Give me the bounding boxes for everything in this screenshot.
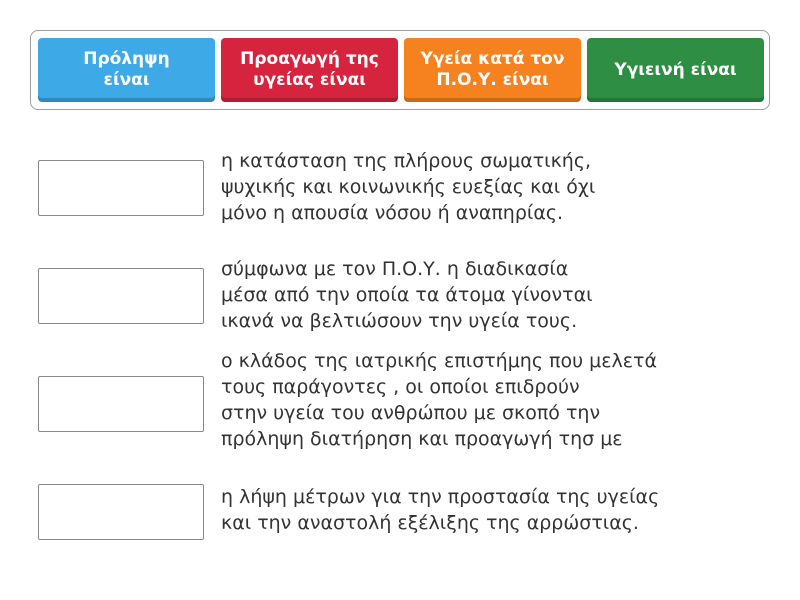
drop-slot-3[interactable] (38, 376, 204, 432)
drop-slot-1[interactable] (38, 160, 204, 216)
definition-text-4: η λήψη μέτρων για την προστασία της υγείας και την αναστολή εξέλιξης της αρρώστιας. (221, 486, 660, 534)
answer-tile-hygiene[interactable]: Υγιεινή είναι (587, 38, 764, 102)
answer-tile-health-who[interactable]: Υγεία κατά τον Π.Ο.Υ. είναι (404, 38, 581, 102)
answer-tile-prevention[interactable]: Πρόληψη είναι (38, 38, 215, 102)
definition-text-1: η κατάσταση της πλήρους σωματικής, ψυχικής και κοινωνικής ευεξίας και όχι μόνο η απουσία νόσου ή αναπηρίας. (221, 150, 596, 224)
definition-text-3: ο κλάδος της ιατρικής επιστήμης που μελετά τους παράγοντες , οι οποίοι επιδρούν στην υγεία του ανθρώπου με σκοπό την πρόληψη διατήρηση και προαγωγή τησ με (221, 350, 657, 450)
drop-slot-2[interactable] (38, 268, 204, 324)
answer-bank (30, 30, 770, 110)
definition-text-2: σύμφωνα με τον Π.Ο.Υ. η διαδικασία μέσα από την οποία τα άτομα γίνονται ικανά να βελτιώσουν την υγεία τους. (221, 258, 593, 332)
answer-tile-health-promotion[interactable]: Προαγωγή της υγείας είναι (221, 38, 398, 102)
drop-slot-4[interactable] (38, 484, 204, 540)
